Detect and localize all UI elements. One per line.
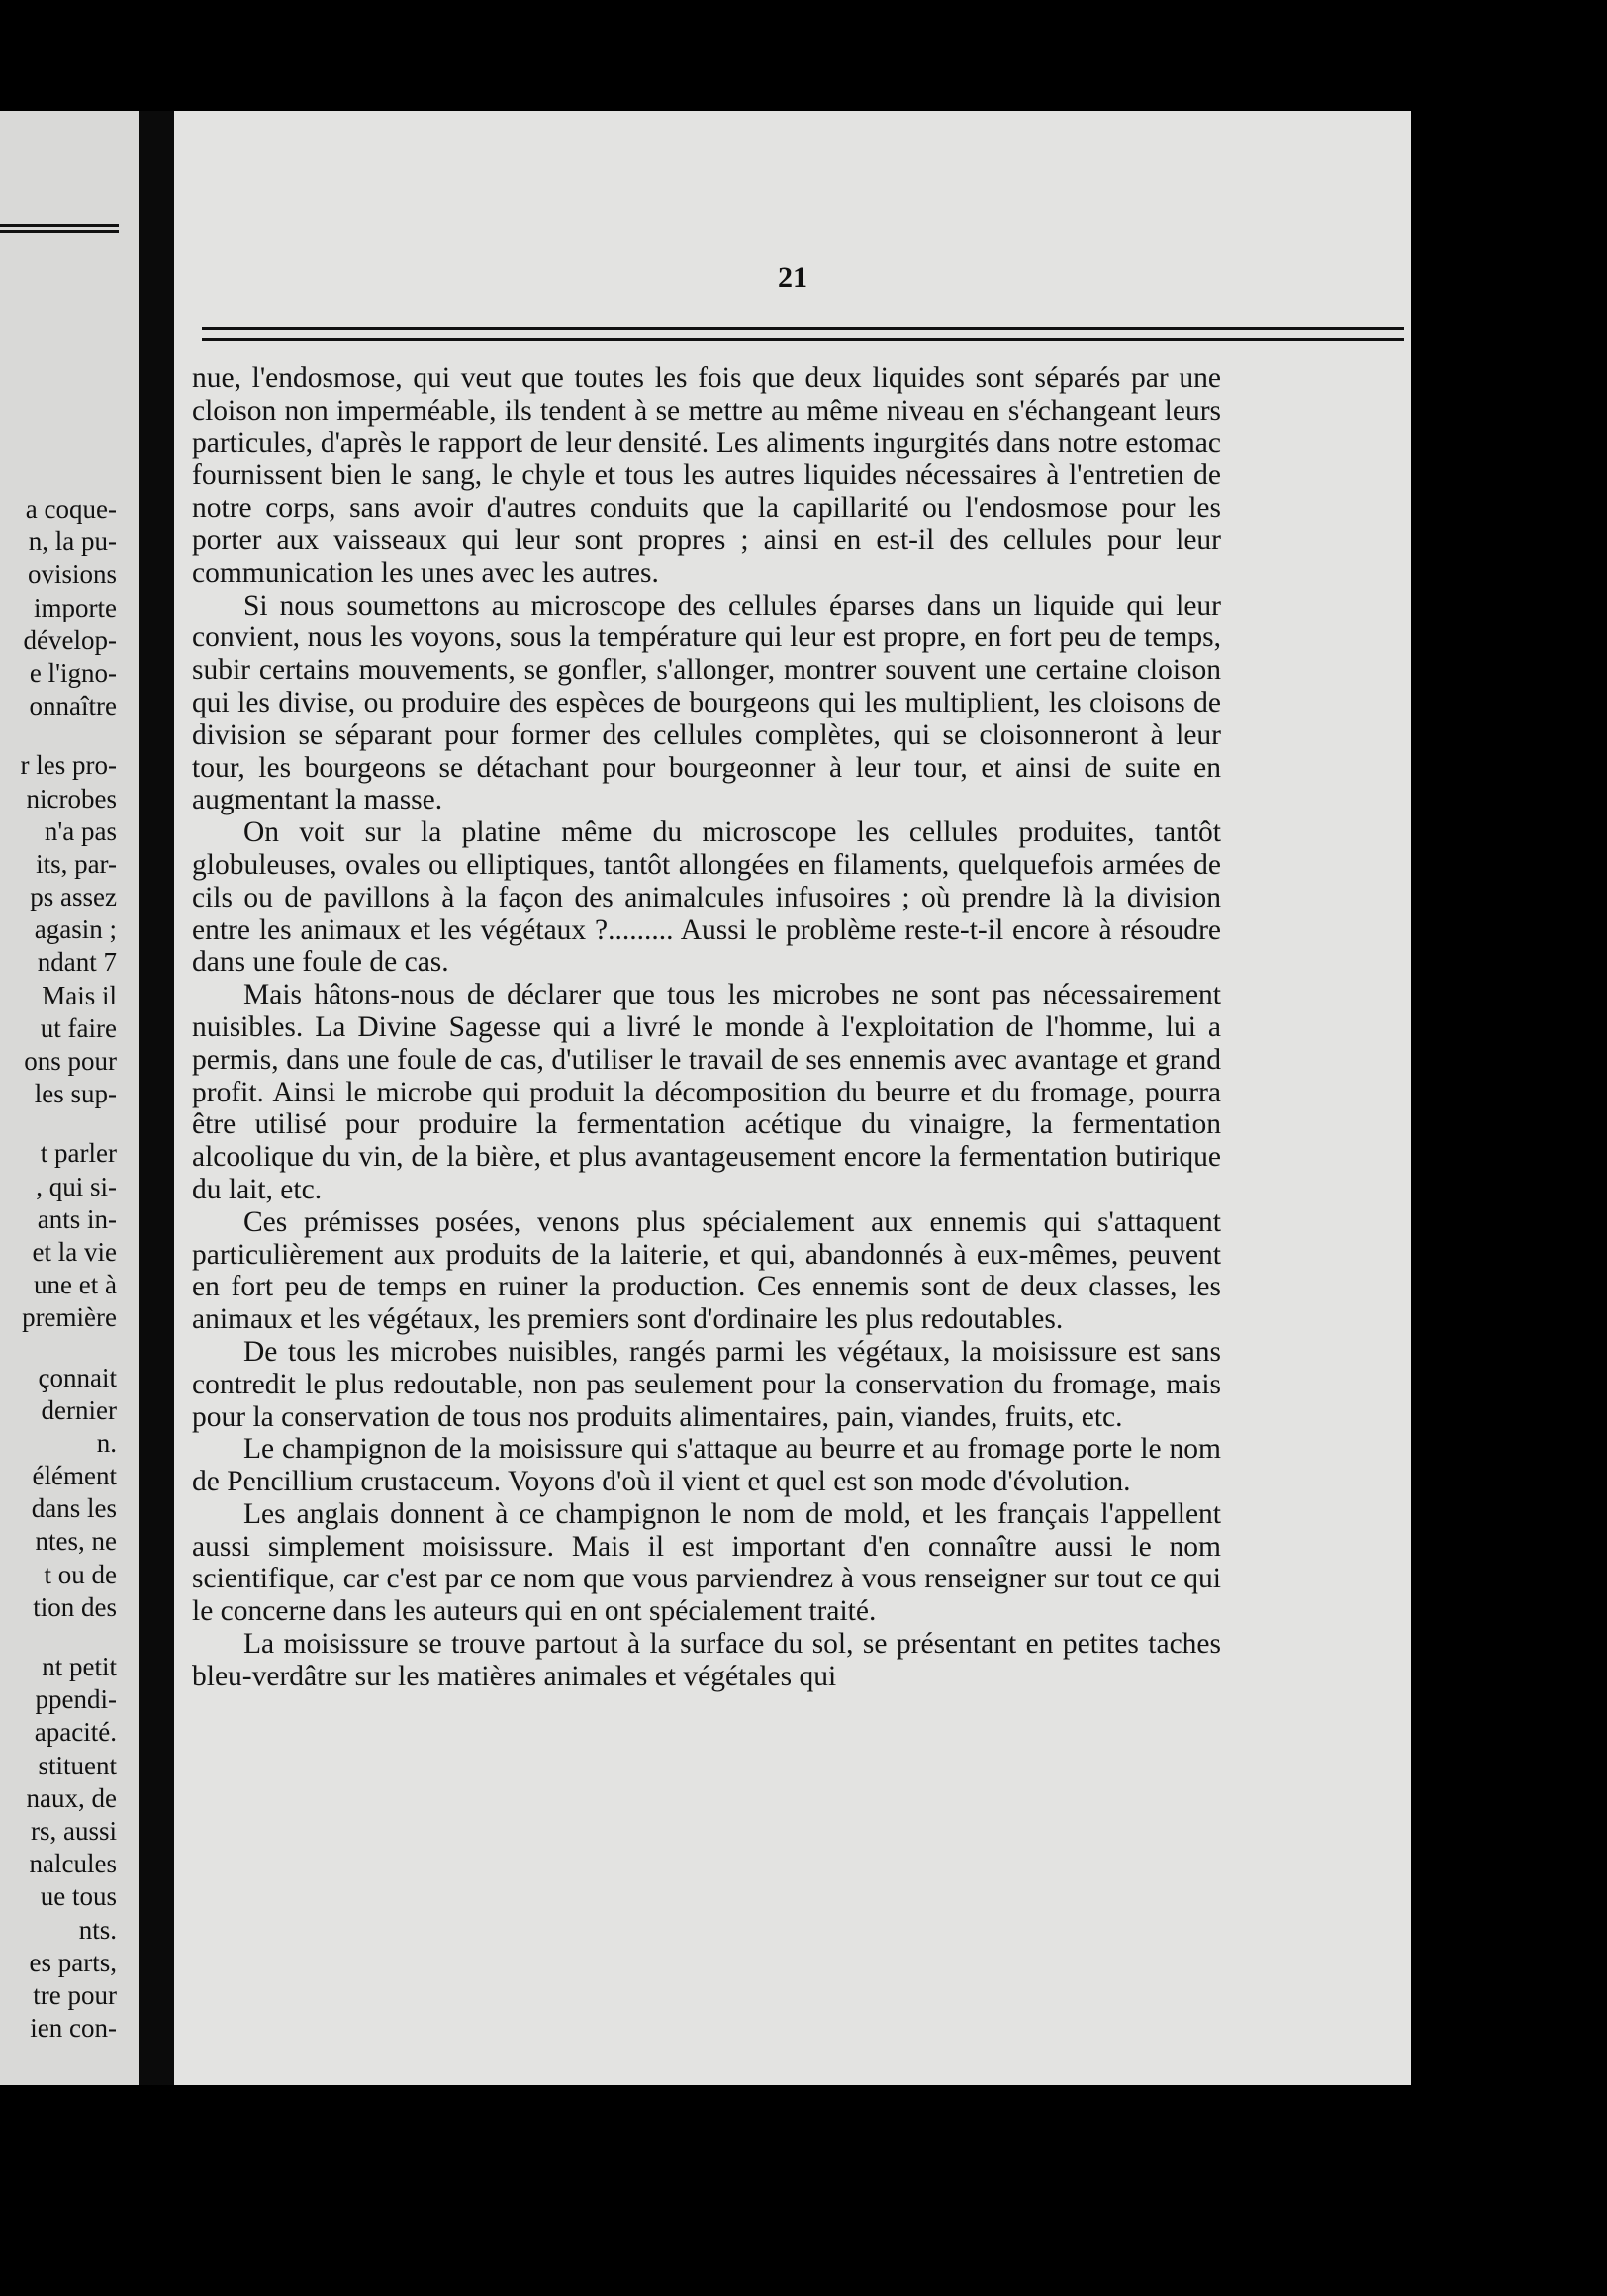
left-page-line: t ou de — [44, 1559, 117, 1589]
paragraph: Les anglais donnent à ce champignon le nom de mold, et les français l'appellent aussi simplement moisissure. Mais il est important d'en connaître aussi le nom scientifique, car c'est par ce nom que vous parviendrez à vous renseigner sur tout ce qui le concerne dans les auteurs qui en ont spécialement traité. — [192, 1497, 1221, 1628]
left-page-line: ut faire — [40, 1012, 117, 1043]
left-page-line: Mais il — [42, 980, 117, 1010]
paragraph: De tous les microbes nuisibles, rangés parmi les végétaux, la moisissure est sans contredit le plus redoutable, non pas seulement pour la conservation du fromage, mais pour la conservation de tous nos produits alimentaires, pain, viandes, fruits, etc. — [192, 1335, 1221, 1433]
paragraph: Ces prémisses posées, venons plus spécialement aux ennemis qui s'attaquent particulièrement aux produits de la laiterie, et qui, abandonnés à eux-mêmes, peuvent en fort peu de temps en ruiner la production. Ces ennemis sont de deux classes, les animaux et les végétaux, les premiers sont d'ordinaire les plus redoutables. — [192, 1205, 1221, 1336]
left-page-line: ndant 7 — [37, 947, 117, 978]
left-page-line: ntes, ne — [35, 1526, 117, 1557]
left-page-line: ppendi- — [35, 1684, 117, 1715]
left-page-line: ovisions — [27, 559, 117, 590]
left-page-line: its, par- — [36, 848, 117, 879]
left-page-line: élément — [32, 1461, 117, 1491]
left-page-line: n'a pas — [44, 815, 117, 846]
left-page-line: onnaître — [29, 691, 117, 721]
left-page-line: es parts, — [29, 1947, 117, 1977]
left-page-line: ps assez — [30, 882, 117, 912]
left-page-line: agasin ; — [34, 914, 117, 945]
paragraph: La moisissure se trouve partout à la surface du sol, se présentant en petites taches bleu-verdâtre sur les matières animales et végétales qui — [192, 1628, 1221, 1692]
left-page-line: ants in- — [37, 1203, 117, 1234]
left-page-line: rs, aussi — [31, 1815, 117, 1846]
paragraph: Si nous soumettons au microscope des cellules éparses dans un liquide qui leur convient, nous les voyons, sous la température qui leur est propre, en fort peu de temps, subir certains mouvements, se gonfler, s'allonger, montrer souvent une certaine cloison qui les divise, ou produire des espèces de bourgeons qui les multiplient, les cloisons de division se séparant pour former des cellules complètes, qui se cloisonneront à leur tour, les bourgeons se détachant pour bourgeonner à leur tour, et ainsi de suite en augmentant la masse. — [192, 589, 1221, 816]
left-page-line: stituent — [38, 1750, 117, 1780]
left-page-line: çonnait — [38, 1362, 117, 1392]
left-page-line: naux, de — [26, 1782, 117, 1813]
left-page-line: r les pro- — [20, 750, 117, 781]
left-page-text — [0, 493, 117, 2045]
header-rule — [202, 327, 1404, 341]
left-page-line: a coque- — [25, 494, 117, 524]
left-page-rule — [0, 224, 119, 227]
left-page-line — [0, 1335, 117, 1362]
left-page-line — [0, 1624, 117, 1651]
left-page-line: dernier — [41, 1394, 117, 1425]
left-page-line: tion des — [33, 1591, 117, 1622]
left-page-line: tre pour — [33, 1979, 117, 2010]
paragraph: Mais hâtons-nous de déclarer que tous les microbes ne sont pas nécessairement nuisibles. La Divine Sagesse qui a livré le monde à l'exploitation de l'homme, lui a permis, dans une foule de cas, d'utiliser le travail de ses ennemis avec avantage et grand profit. Ainsi le microbe qui produit la décomposition du beurre et du fromage, pourra être utilisé pour produire la fermentation acétique du vinaigre, la fermentation alcoolique du vin, de la bière, et plus avantageusement encore la fermentation butirique du lait, etc. — [192, 979, 1221, 1205]
left-page-line: apacité. — [34, 1717, 117, 1748]
left-page-line — [0, 722, 117, 749]
left-page-line: dévelop- — [23, 624, 117, 655]
left-page-line: e l'igno- — [29, 657, 117, 688]
left-page-line — [0, 1110, 117, 1137]
left-page-line: et la vie — [32, 1236, 117, 1267]
left-page-line: nts. — [78, 1914, 117, 1945]
left-page-line: première — [22, 1302, 117, 1333]
left-page-line: nalcules — [29, 1849, 117, 1879]
book-gutter — [139, 111, 174, 2085]
left-page-line: , qui si- — [36, 1171, 117, 1201]
left-page-line: ien con- — [30, 2013, 117, 2044]
paragraph: nue, l'endosmose, qui veut que toutes les fois que deux liquides sont séparés par une cloison non imperméable, ils tendent à se mettre au même niveau en s'échangeant leurs particules, d'après le rapport de leur densité. Les aliments ingurgités dans notre estomac fournissent bien le sang, le chyle et tous les autres liquides nécessaires à l'entretien de notre corps, sans avoir d'autres conduits que la capillarité ou l'endosmose pour les porter aux vaisseaux qui leur sont propres ; ainsi en est-il des cellules pour leur communication les unes avec les autres. — [192, 362, 1221, 589]
left-page-line: ons pour — [24, 1046, 117, 1076]
left-page-fragment — [0, 111, 139, 2085]
body-text — [192, 362, 1221, 1693]
page — [174, 111, 1411, 2085]
left-page-line: nicrobes — [26, 783, 117, 813]
left-page-line: dans les — [31, 1493, 117, 1524]
left-page-line: n, la pu- — [28, 526, 117, 557]
scan-background — [1411, 111, 1607, 2085]
left-page-line: ue tous — [40, 1881, 117, 1912]
paragraph: On voit sur la platine même du microscope les cellules produites, tantôt globuleuses, ovales ou elliptiques, tantôt allongées en filaments, quelquefois armées de cils ou de pavillons à la façon des animalcules infusoires ; où prendre là la division entre les animaux et les végétaux ?......... Aussi le problème reste-t-il encore à résoudre dans une foule de cas. — [192, 816, 1221, 979]
left-page-line: importe — [34, 592, 117, 622]
left-page-rule — [0, 230, 119, 233]
paragraph: Le champignon de la moisissure qui s'attaque au beurre et au fromage porte le nom de Pencillium crustaceum. Voyons d'où il vient et quel est son mode d'évolution. — [192, 1433, 1221, 1498]
left-page-line: nt petit — [42, 1652, 117, 1681]
left-page-line: n. — [96, 1427, 117, 1458]
left-page-line: une et à — [34, 1270, 117, 1300]
page-number: 21 — [778, 261, 807, 294]
left-page-line: les sup- — [34, 1079, 117, 1109]
left-page-line: t parler — [40, 1138, 117, 1169]
